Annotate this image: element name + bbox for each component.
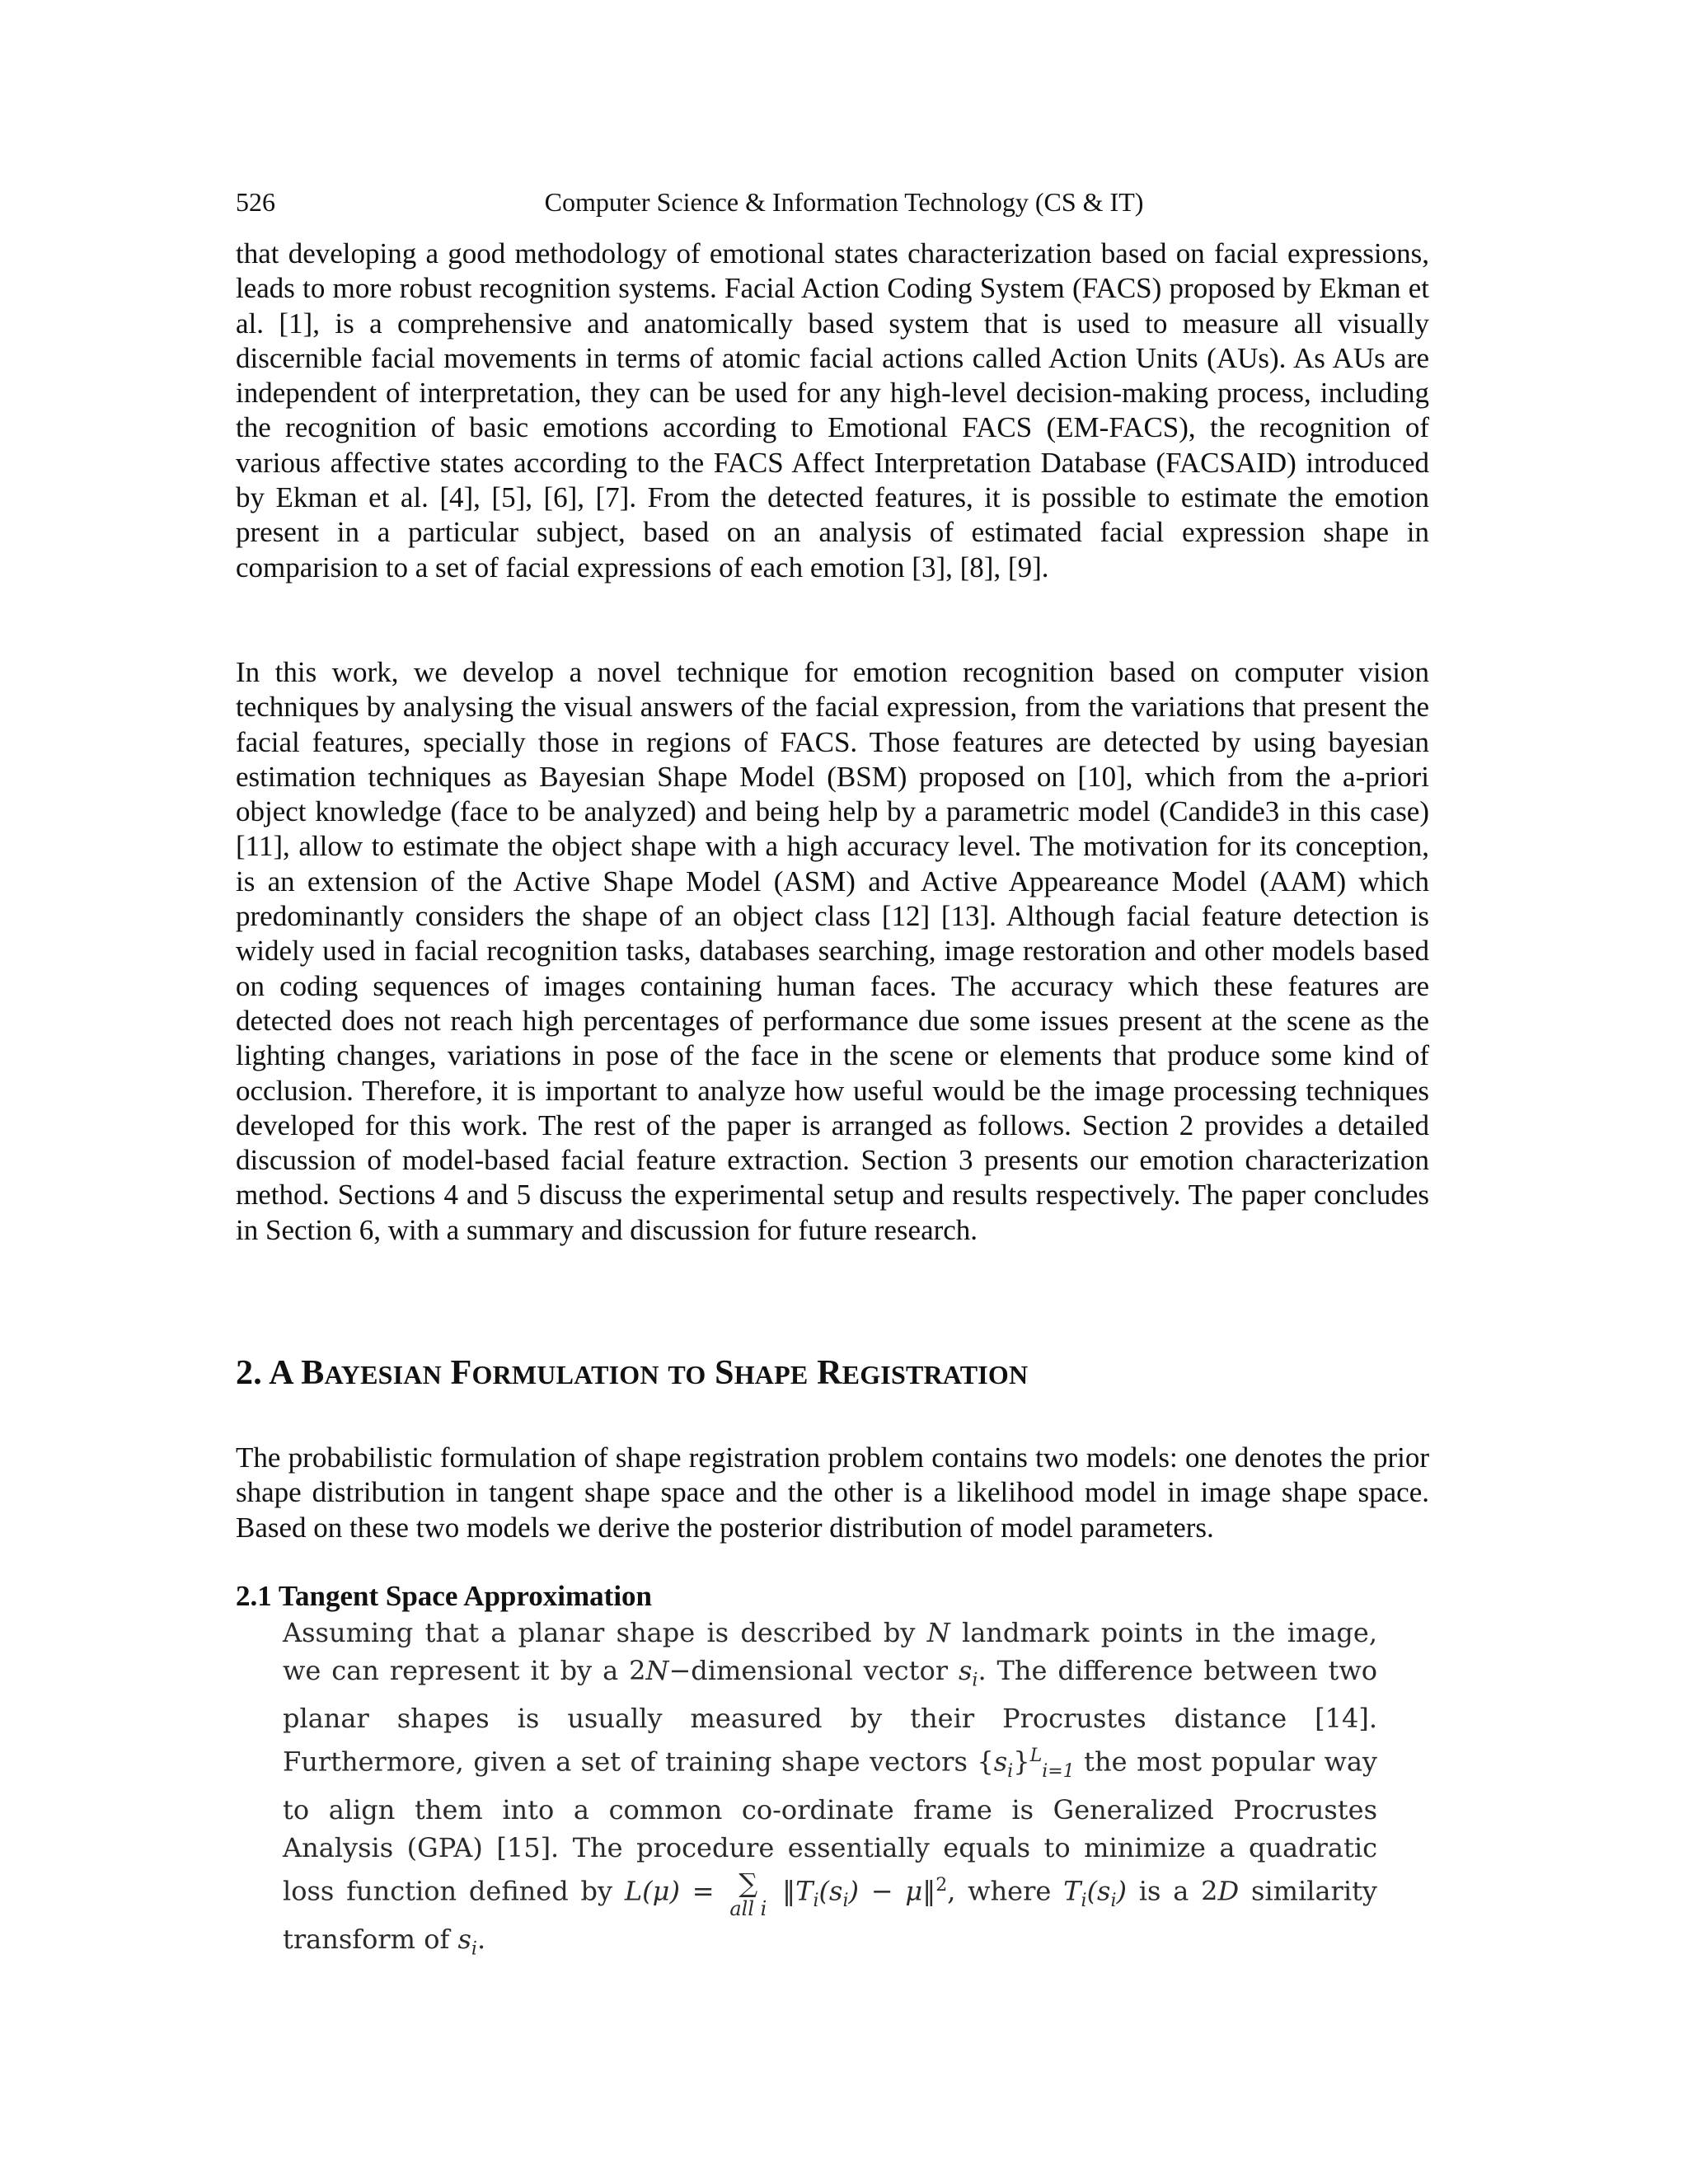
sum-operator: ∑ all i	[729, 1868, 767, 1921]
section-word: A	[269, 1354, 293, 1392]
running-title: Computer Science & Information Technology (CS & IT)	[544, 187, 1144, 217]
page-number: 526	[236, 187, 275, 217]
section-number: 2.	[236, 1354, 270, 1392]
section-word: BAYESIAN	[301, 1354, 442, 1392]
body-paragraph-1: that developing a good methodology of emotional states characterization based on facial expressions, leads to more robust recognition systems. Facial Action Coding System (FACS) proposed by Ekman et al. [1], is a comprehensive and anatomically based system that is used to measure all visually discernible facial movements in terms of atomic facial actions called Action Units (AUs). As AUs are independent of interpretation, they can be used for any high-level decision-making process, including the recognition of basic emotions according to Emotional FACS (EM-FACS), the recognition of various affective states according to the FACS Affect Interpretation Database (FACSAID) introduced by Ekman et al. [4], [5], [6], [7]. From the detected features, it is possible to estimate the emotion present in a particular subject, based on an analysis of estimated facial expression shape in comparision to a set of facial expressions of each emotion [3], [8], [9].	[236, 237, 1429, 583]
section-word: TO	[668, 1360, 706, 1390]
body-paragraph-3: The probabilistic formulation of shape registration problem contains two models: one denotes the prior shape distribution in tangent shape space and the other is a likelihood model in image shape space. Based on these two models we derive the posterior distribution of model parameters.	[236, 1441, 1429, 1544]
section-word: SHAPE	[715, 1354, 809, 1392]
section-word: FORMULATION	[450, 1354, 659, 1392]
math-paragraph: Assuming that a planar shape is described by N landmark points in the image, we can represent it by a 2N−dimensional vector $s_i$. The difference between two planar shapes is usually measured by their Procrustes distance [14]. Furthermore, given a set of training shape vectors $\{s_i\}^L_{i=1}$ the most popular way to align them into a common co-ordinate frame is Generalized Procrustes Analysis (GPA) [15]. The procedure essentially equals to minimize a quadratic loss function defined by L(μ) = ∑ all i $‖T_i(s_i)$ − μ‖$^2$, where $T_i(s_i)$ is a 2D similarity transform of $s_i$.	[283, 1617, 1378, 1960]
subsection-heading: 2.1 Tangent Space Approximation	[236, 1580, 653, 1612]
section-heading	[236, 1350, 1028, 1398]
loss-function: L(μ) =	[624, 1876, 727, 1908]
body-paragraph-2: In this work, we develop a novel technique for emotion recognition based on computer vision techniques by analysing the visual answers of the facial expression, from the variations that present the facial features, specially those in regions of FACS. Those features are detected by using bayesian estimation techniques as Bayesian Shape Model (BSM) proposed on [10], which from the a-priori object knowledge (face to be analyzed) and being help by a parametric model (Candide3 in this case) [11], allow to estimate the object shape with a high accuracy level. The motivation for its conception, is an extension of the Active Shape Model (ASM) and Active Appeareance Model (AAM) which predominantly considers the shape of an object class [12] [13]. Although facial feature detection is widely used in facial recognition tasks, databases searching, image restoration and other models based on coding sequences of images containing human faces. The accuracy which these features are detected does not reach high percentages of performance due some issues present at the scene as the lighting changes, variations in pose of the face in the scene or elements that produce some kind of occlusion. Therefore, it is important to analyze how useful would be the image processing techniques developed for this work. The rest of the paper is arranged as follows. Section 2 provides a detailed discussion of model-based facial feature extraction. Section 3 presents our emotion characterization method. Sections 4 and 5 discuss the experimental setup and results respectively. The paper concludes in Section 6, with a summary and discussion for future research.	[236, 656, 1429, 1246]
section-word: REGISTRATION	[817, 1354, 1029, 1392]
